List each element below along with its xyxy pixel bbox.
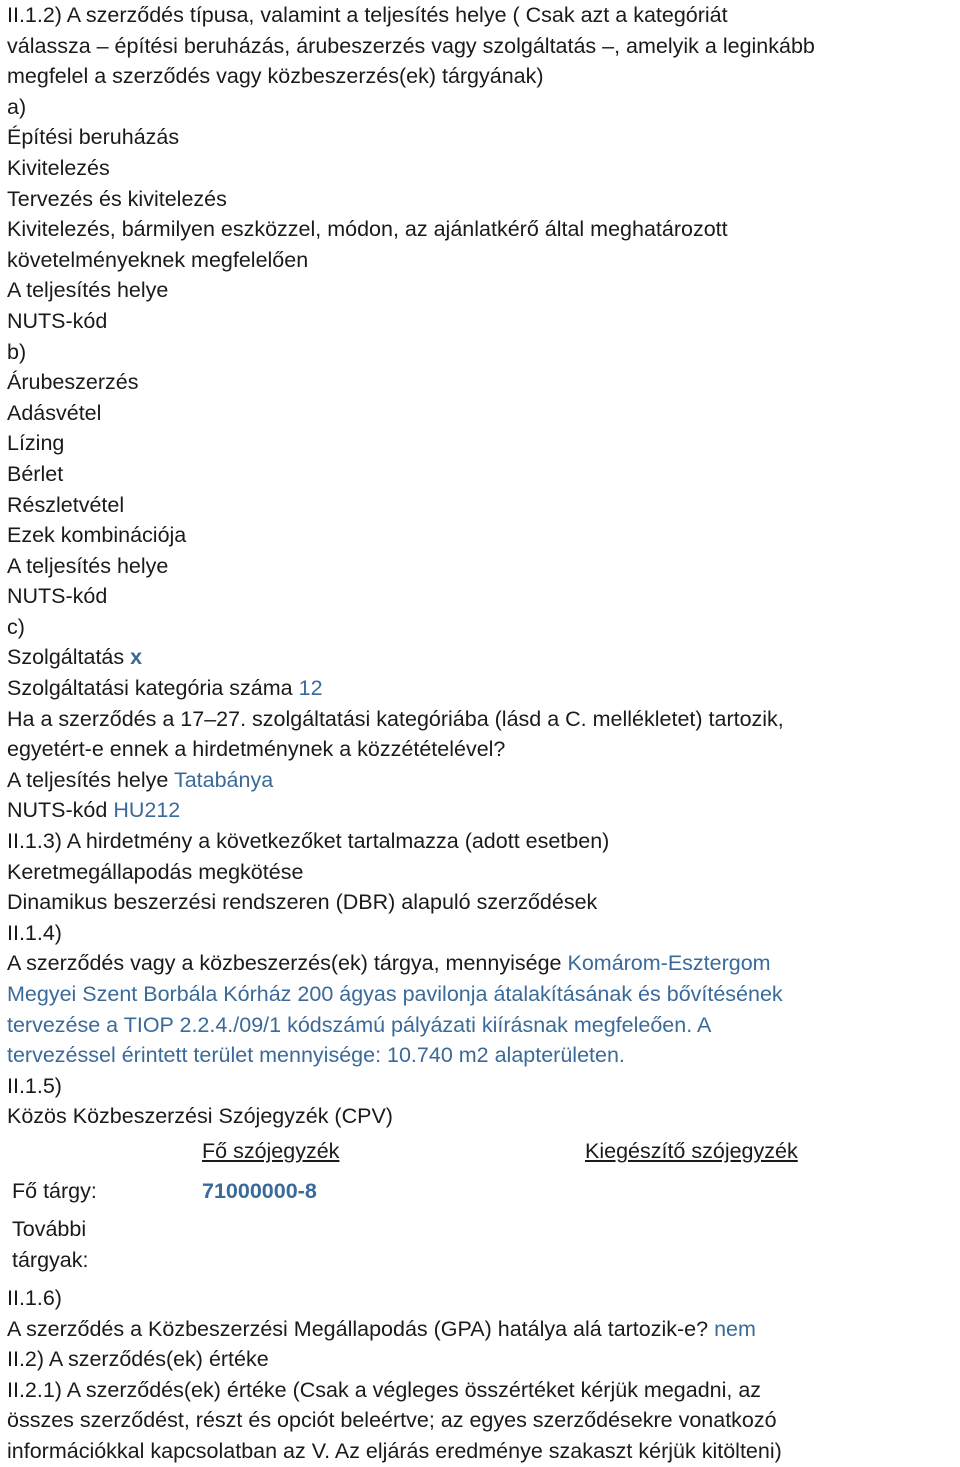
services-place-label: A teljesítés helye (7, 767, 169, 792)
works-option-execution: Kivitelezés (7, 155, 110, 180)
works-option-any-means-cont: követelményeknek megfelelően (7, 247, 309, 272)
cpv-header-supplementary: Kiegészítő szójegyzék (585, 1138, 798, 1163)
category-title-supplies: Árubeszerzés (7, 370, 139, 395)
services-nuts-label: NUTS-kód (7, 798, 108, 823)
section-heading-2-1-2-cont: válassza – építési beruházás, árubeszerzés vagy szolgáltatás –, amelyik a leginkább (7, 33, 815, 58)
services-place-value: Tatabánya (173, 767, 274, 792)
section-heading-2-1-5: II.1.5) (7, 1073, 62, 1098)
section-heading-2-1-2: II.1.2) A szerződés típusa, valamint a teljesítés helye ( Csak azt a kategóriát (7, 3, 728, 27)
category-title-services (7, 642, 957, 673)
supplies-option-hire-purchase: Részletvétel (7, 492, 125, 517)
gpa-answer: nem (714, 1316, 756, 1341)
document-body (7, 0, 957, 1467)
cpv-table (7, 1136, 957, 1283)
works-nuts-label: NUTS-kód (7, 308, 108, 333)
works-place-label: A teljesítés helye (7, 278, 169, 303)
subject-label: A szerződés vagy a közbeszerzés(ek) tárgya, mennyisége (7, 951, 562, 976)
subject-value-cont: tervezéssel érintett terület mennyisége: 10.740 m2 alapterületen. (7, 1043, 625, 1068)
services-selected-mark: x (130, 645, 143, 670)
subject-value: Komárom-Esztergom (567, 951, 771, 976)
notice-option-dps: Dinamikus beszerzési rendszeren (DBR) alapuló szerződések (7, 890, 598, 915)
supplies-option-combination: Ezek kombinációja (7, 523, 187, 548)
option-label-b: b) (7, 339, 27, 364)
section-heading-2-1-2-cont: megfelel a szerződés vagy közbeszerzés(ek) tárgyának) (7, 64, 544, 89)
subject-row (7, 948, 957, 979)
section-heading-2-2-1: II.2.1) A szerződés(ek) értéke (Csak a végleges összértéket kérjük megadni, az (7, 1377, 762, 1402)
section-heading-2-2-1-cont: információkkal kapcsolatban az V. Az eljárás eredménye szakaszt kérjük kitölteni) (7, 1438, 782, 1463)
cpv-additional-objects-label: További tárgyak: (12, 1216, 89, 1272)
cpv-title: Közös Közbeszerzési Szójegyzék (CPV) (7, 1104, 393, 1129)
services-title-text: Szolgáltatás (7, 645, 125, 670)
cpv-main-object-code: 71000000-8 (202, 1178, 317, 1203)
section-heading-2-1-3: II.1.3) A hirdetmény a következőket tartalmazza (adott esetben) (7, 829, 610, 854)
supplies-option-lease: Lízing (7, 431, 65, 456)
supplies-nuts-label: NUTS-kód (7, 584, 108, 609)
services-question-cont: egyetért-e ennek a hirdetménynek a közzétételével? (7, 737, 506, 762)
supplies-place-label: A teljesítés helye (7, 553, 169, 578)
services-nuts-row (7, 795, 957, 826)
services-nuts-value: HU212 (113, 798, 181, 823)
section-heading-2-1-6: II.1.6) (7, 1285, 62, 1310)
services-category-value: 12 (298, 676, 323, 701)
category-title-works: Építési beruházás (7, 125, 180, 150)
subject-value-cont: Megyei Szent Borbála Kórház 200 ágyas pavilonja átalakításának és bővítésének (7, 982, 783, 1006)
services-category-label: Szolgáltatási kategória száma (7, 676, 293, 701)
section-heading-2-2: II.2) A szerződés(ek) értéke (7, 1347, 269, 1372)
option-label-a: a) (7, 94, 27, 119)
cpv-header-main: Fő szójegyzék (202, 1138, 340, 1163)
services-category-row (7, 673, 957, 704)
supplies-option-purchase: Adásvétel (7, 400, 102, 425)
section-heading-2-1-4: II.1.4) (7, 920, 62, 945)
notice-option-framework: Keretmegállapodás megkötése (7, 859, 304, 884)
subject-value-cont: tervezése a TIOP 2.2.4./09/1 kódszámú pályázati kiírásnak megfeleően. A (7, 1012, 712, 1037)
works-option-any-means: Kivitelezés, bármilyen eszközzel, módon, az ajánlatkérő által meghatározott (7, 217, 728, 242)
services-question: Ha a szerződés a 17–27. szolgáltatási kategóriába (lásd a C. mellékletet) tartozik, (7, 706, 784, 731)
option-label-c: c) (7, 614, 25, 639)
works-option-design-execution: Tervezés és kivitelezés (7, 186, 227, 211)
supplies-option-rental: Bérlet (7, 461, 64, 486)
services-place-row (7, 765, 957, 796)
gpa-row (7, 1314, 957, 1345)
cpv-main-object-label: Fő tárgy: (12, 1178, 97, 1203)
gpa-question: A szerződés a Közbeszerzési Megállapodás (GPA) hatálya alá tartozik-e? (7, 1316, 709, 1341)
section-heading-2-2-1-cont: összes szerződést, részt és opciót beleértve; az egyes szerződésekre vonatkozó (7, 1408, 777, 1433)
